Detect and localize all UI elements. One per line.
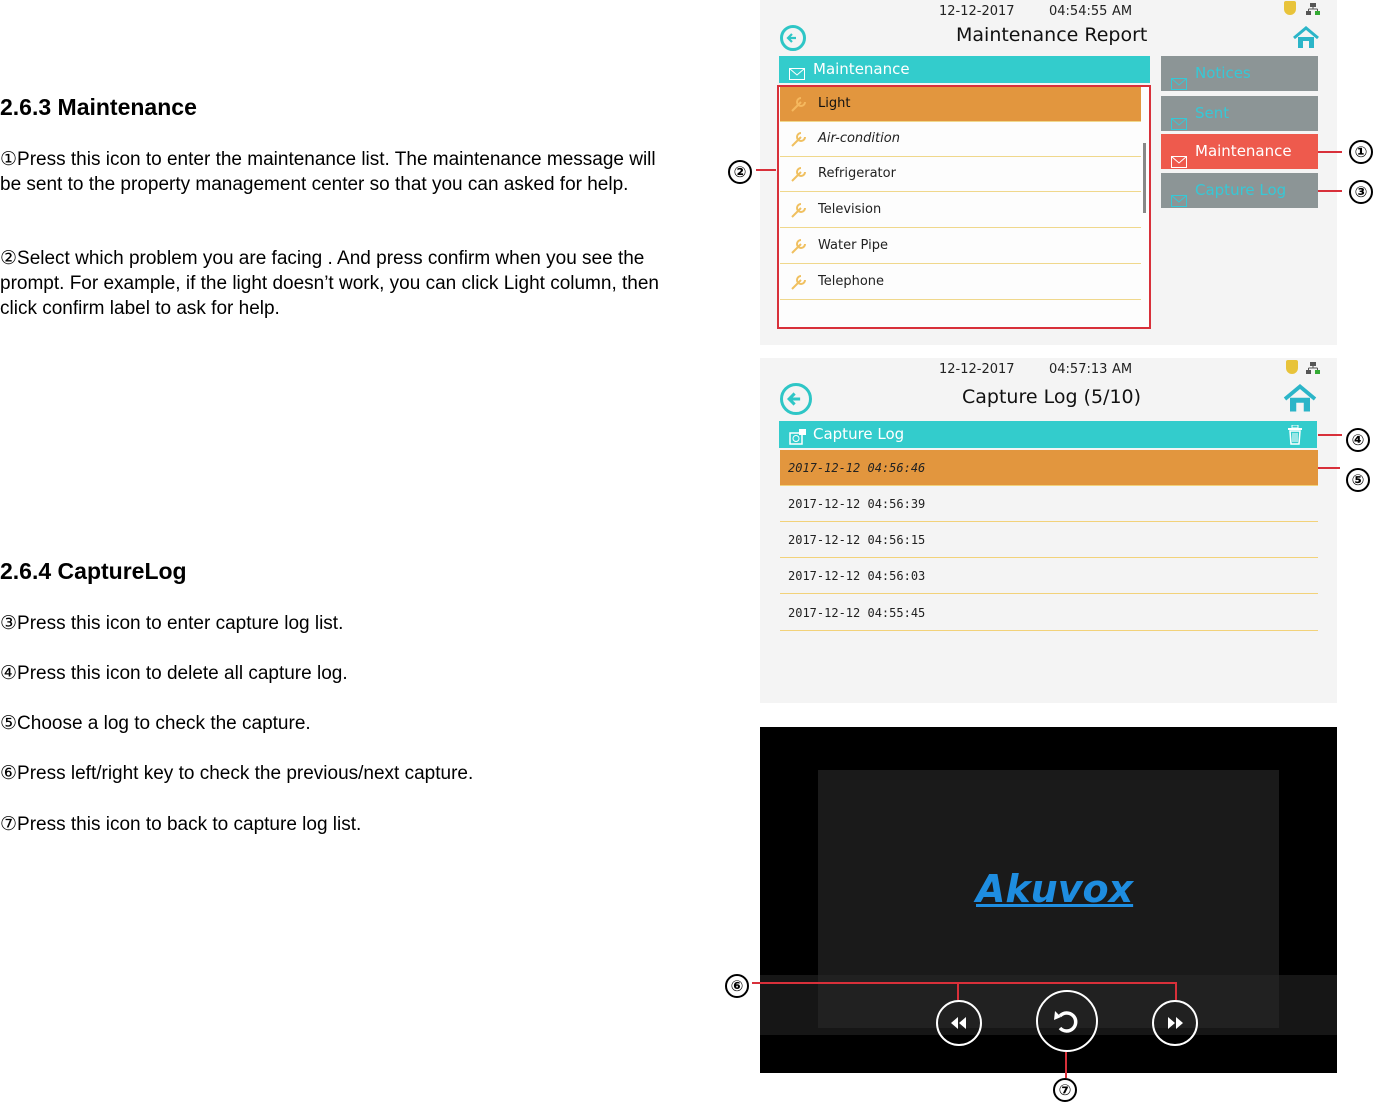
list-item-television[interactable] [780,193,1141,228]
shield-icon [1284,1,1296,15]
trash-icon[interactable] [1287,425,1303,453]
home-icon[interactable] [1282,384,1318,418]
capture-log-bar [779,421,1317,448]
status-date: 12-12-2017 [939,362,1015,377]
maintenance-step-1: ①Press this icon to enter the maintenance list. The maintenance message will be sent to the property management center so that you can asked for help. [0,149,656,195]
leader-line-6b [1175,982,1177,1000]
side-button-capture-log[interactable] [1161,173,1318,208]
list-item-label: Television [818,202,882,217]
return-icon [1038,992,1096,1050]
brand-logo: Akuvox [976,867,1134,911]
capturelog-step-5: ⑤Choose a log to check the capture. [0,713,311,734]
list-item-refrigerator[interactable] [780,157,1141,192]
log-timestamp: 2017-12-12 04:56:46 [788,461,926,475]
page-title: Capture Log (5/10) [962,386,1142,408]
network-icon [1306,361,1320,373]
list-item-label: Air-condition [818,131,900,146]
status-ampm: AM [1112,362,1133,377]
log-row[interactable] [780,595,1318,631]
leader-line-7 [1065,1052,1067,1078]
capturelog-step-4: ④Press this icon to delete all capture log. [0,663,348,684]
log-timestamp: 2017-12-12 04:56:03 [788,569,926,583]
side-button-label: Sent [1195,104,1230,122]
rewind-icon [938,1002,980,1044]
leader-line-1 [1318,151,1342,153]
log-timestamp: 2017-12-12 04:56:39 [788,497,926,511]
wrench-icon [790,165,808,187]
wrench-icon [790,273,808,295]
list-item-telephone[interactable] [780,265,1141,300]
maintenance-bar [779,56,1150,83]
wrench-icon [790,130,808,152]
shield-icon [1286,360,1298,374]
list-item-light[interactable] [780,87,1141,122]
capturelog-heading: 2.6.4 CaptureLog [0,558,187,584]
fast-forward-icon [1154,1002,1196,1044]
callout-1: ① [1349,140,1373,164]
callout-3: ③ [1349,180,1373,204]
side-button-notices[interactable] [1161,56,1318,91]
log-row[interactable] [780,486,1318,522]
leader-line-3 [1318,190,1342,192]
side-button-label: Capture Log [1195,181,1287,199]
callout-2: ② [728,160,752,184]
capture-log-bar-label: Capture Log [813,425,905,443]
back-button[interactable] [780,25,806,51]
list-scrollbar[interactable] [1143,143,1146,213]
wrench-icon [790,95,808,117]
list-item-label: Telephone [818,274,885,289]
capturelog-step-7: ⑦Press this icon to back to capture log list. [0,814,362,835]
leader-line-6a [957,982,959,1000]
side-button-maintenance[interactable] [1161,134,1318,169]
side-button-label: Notices [1195,64,1251,82]
callout-4: ④ [1346,428,1370,452]
callout-7: ⑦ [1053,1078,1077,1102]
envelope-icon [1171,185,1187,220]
status-time: 04:57:13 [1049,362,1108,377]
list-item-label: Water Pipe [818,238,888,253]
leader-line-6 [752,982,1177,984]
return-button[interactable] [1036,990,1098,1052]
page-title: Maintenance Report [956,24,1148,46]
log-row[interactable] [780,450,1318,486]
log-row[interactable] [780,522,1318,558]
side-button-label: Maintenance [1195,142,1292,160]
status-time: 04:54:55 [1049,4,1108,19]
maintenance-step-2: ②Select which problem you are facing . And press confirm when you see the prompt. For example, if the light doesn’t work, you can click Light column, then click confirm label to ask for help. [0,248,659,319]
list-item-air-condition[interactable] [780,122,1141,157]
callout-6: ⑥ [725,974,749,998]
capturelog-step-3: ③Press this icon to enter capture log list. [0,613,344,634]
leader-line-4 [1318,434,1342,436]
home-icon[interactable] [1292,26,1320,54]
maintenance-bar-label: Maintenance [813,60,910,78]
wrench-icon [790,237,808,259]
leader-line-2 [756,169,776,171]
maintenance-heading: 2.6.3 Maintenance [0,94,197,120]
capturelog-step-6: ⑥Press left/right key to check the previous/next capture. [0,763,474,784]
status-date: 12-12-2017 [939,4,1015,19]
maintenance-report-screen [760,0,1337,345]
list-item-label: Refrigerator [818,166,896,181]
wrench-icon [790,201,808,223]
previous-button[interactable] [936,1000,982,1046]
list-item-label: Light [818,96,851,111]
callout-5: ⑤ [1346,468,1370,492]
log-timestamp: 2017-12-12 04:55:45 [788,606,926,620]
next-button[interactable] [1152,1000,1198,1046]
leader-line-5 [1318,467,1340,469]
network-icon [1306,2,1320,14]
capture-viewer-screen [760,727,1337,1073]
back-button[interactable] [780,383,812,415]
list-item-water-pipe[interactable] [780,229,1141,264]
log-timestamp: 2017-12-12 04:56:15 [788,533,926,547]
side-button-sent[interactable] [1161,96,1318,131]
status-ampm: AM [1112,4,1133,19]
log-row[interactable] [780,558,1318,594]
capture-log-screen [760,358,1337,703]
